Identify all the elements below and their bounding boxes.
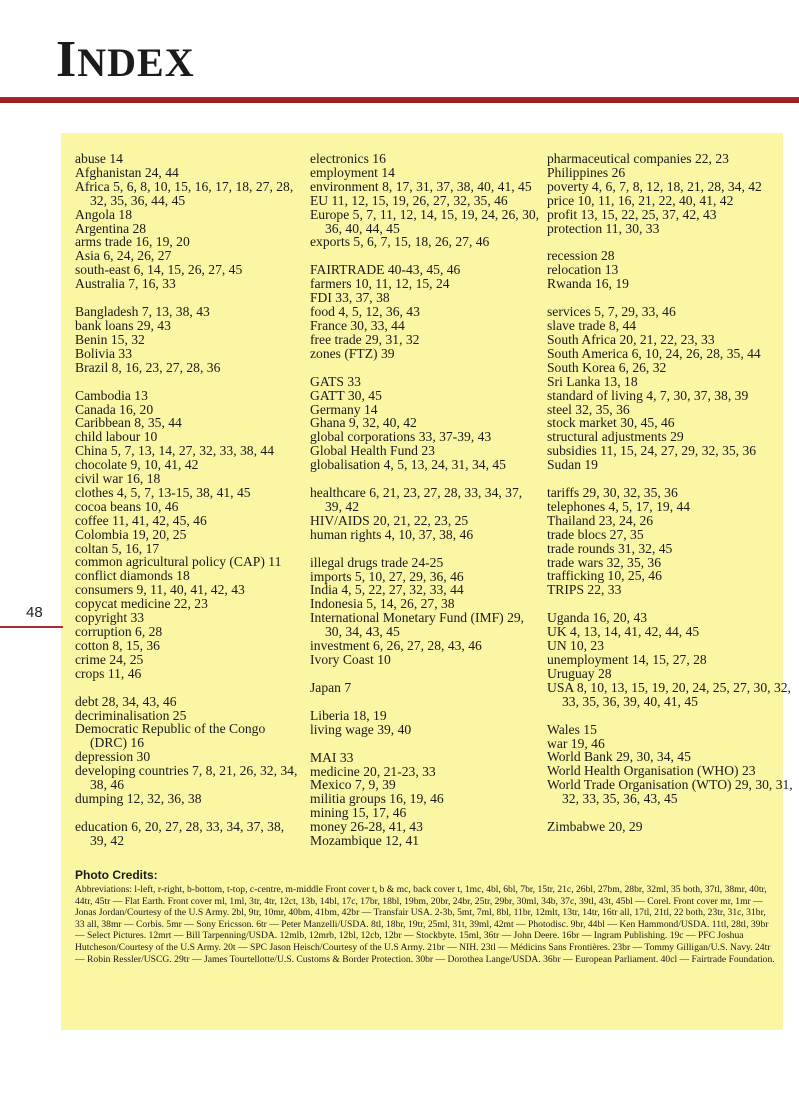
index-letter-group: [75, 152, 303, 291]
index-entry: South Africa 20, 21, 22, 23, 33: [547, 331, 715, 347]
header-rule: [0, 97, 799, 103]
index-letter-group: [547, 723, 793, 806]
index-entry: Japan 7: [310, 679, 352, 695]
index-entry: International Monetary Fund (IMF) 29, 30, 34, 43, 45: [310, 610, 525, 640]
index-entry: MAI 33: [310, 749, 354, 765]
index-entry: depression 30: [75, 749, 151, 765]
index-entry: protection 11, 30, 33: [547, 220, 660, 236]
index-entry: World Trade Organisation (WTO) 29, 30, 31, 32, 33, 35, 36, 43, 45: [547, 777, 793, 807]
index-entry: zones (FTZ) 39: [310, 345, 395, 361]
index-entry: south-east 6, 14, 15, 26, 27, 45: [75, 262, 243, 278]
title-rest: NDEX: [77, 40, 195, 85]
index-entry: World Bank 29, 30, 34, 45: [547, 749, 691, 765]
index-entry: GATS 33: [310, 373, 361, 389]
index-entry: free trade 29, 31, 32: [310, 331, 420, 347]
index-entry: Caribbean 8, 35, 44: [75, 415, 182, 431]
index-entry: civil war 16, 18: [75, 471, 161, 487]
index-entry: common agricultural policy (CAP) 11: [75, 554, 282, 570]
index-entry: EU 11, 12, 15, 19, 26, 27, 32, 35, 46: [310, 192, 508, 208]
index-entry: medicine 20, 21-23, 33: [310, 763, 436, 779]
index-entry: relocation 13: [547, 262, 619, 278]
index-letter-group: [75, 389, 303, 681]
index-entry: trafficking 10, 25, 46: [547, 568, 662, 584]
index-entry: France 30, 33, 44: [310, 317, 405, 333]
index-entry: USA 8, 10, 13, 15, 19, 20, 24, 25, 27, 30, 32, 33, 35, 36, 39, 40, 41, 45: [547, 679, 791, 709]
index-entry: telephones 4, 5, 17, 19, 44: [547, 498, 691, 514]
index-letter-group: [547, 249, 793, 291]
photo-credits: [75, 868, 775, 965]
index-entry: India 4, 5, 22, 27, 32, 33, 44: [310, 582, 464, 598]
index-entry: pharmaceutical companies 22, 23: [547, 151, 729, 166]
index-entry: Argentina 28: [75, 220, 147, 236]
index-entry: Sri Lanka 13, 18: [547, 373, 638, 389]
index-entry: conflict diamonds 18: [75, 568, 190, 584]
index-entry: coltan 5, 16, 17: [75, 540, 160, 556]
index-entry: stock market 30, 45, 46: [547, 415, 675, 431]
index-entry: arms trade 16, 19, 20: [75, 234, 190, 250]
index-entry: profit 13, 15, 22, 25, 37, 42, 43: [547, 206, 717, 222]
index-letter-group: [547, 305, 793, 472]
index-letter-group: [547, 820, 793, 834]
index-entry: GATT 30, 45: [310, 387, 382, 403]
index-column-3: [547, 152, 793, 848]
index-entry: employment 14: [310, 164, 395, 180]
photo-credits-heading: Photo Credits:: [75, 868, 158, 882]
index-entry: Cambodia 13: [75, 387, 148, 403]
index-entry: Ivory Coast 10: [310, 652, 391, 667]
index-entry: investment 6, 26, 27, 28, 43, 46: [310, 638, 482, 654]
index-entry: healthcare 6, 21, 23, 27, 28, 33, 34, 37, 39, 42: [310, 485, 523, 514]
index-entry: trade wars 32, 35, 36: [547, 554, 662, 570]
index-entry: living wage 39, 40: [310, 721, 412, 737]
index-letter-group: [75, 820, 303, 848]
index-entry: Rwanda 16, 19: [547, 276, 629, 292]
index-entry: education 6, 20, 27, 28, 33, 34, 37, 38, 39, 42: [75, 818, 285, 848]
index-entry: Germany 14: [310, 401, 378, 417]
index-entry: Bolivia 33: [75, 345, 133, 361]
index-entry: standard of living 4, 7, 30, 37, 38, 39: [547, 387, 749, 403]
index-entry: FDI 33, 37, 38: [310, 290, 390, 306]
index-entry: imports 5, 10, 27, 29, 36, 46: [310, 568, 464, 584]
index-entry: Uruguay 28: [547, 665, 612, 681]
index-entry: chocolate 9, 10, 41, 42: [75, 457, 199, 473]
index-entry: Wales 15: [547, 721, 597, 737]
index-letter-group: [75, 695, 303, 806]
index-entry: militia groups 16, 19, 46: [310, 791, 444, 807]
index-entry: crime 24, 25: [75, 651, 144, 667]
index-letter-group: [310, 709, 540, 737]
index-column-1: [75, 152, 303, 862]
index-entry: World Health Organisation (WHO) 23: [547, 763, 756, 779]
index-entry: decriminalisation 25: [75, 707, 187, 723]
index-letter-group: [547, 152, 793, 235]
index-entry: global corporations 33, 37-39, 43: [310, 429, 492, 445]
index-entry: Ghana 9, 32, 40, 42: [310, 415, 417, 431]
index-letter-group: [310, 681, 540, 695]
page-number: 48: [26, 604, 43, 621]
index-entry: Asia 6, 24, 26, 27: [75, 248, 172, 264]
index-entry: South America 6, 10, 24, 26, 28, 35, 44: [547, 345, 761, 361]
index-entry: mining 15, 17, 46: [310, 805, 407, 821]
index-entry: price 10, 11, 16, 21, 22, 40, 41, 42: [547, 192, 734, 208]
index-entry: structural adjustments 29: [547, 429, 684, 445]
index-entry: clothes 4, 5, 7, 13-15, 38, 41, 45: [75, 484, 251, 500]
index-entry: Australia 7, 16, 33: [75, 276, 176, 292]
index-letter-group: [310, 751, 540, 848]
index-entry: Mozambique 12, 41: [310, 833, 420, 849]
index-entry: HIV/AIDS 20, 21, 22, 23, 25: [310, 512, 469, 528]
index-letter-group: [310, 486, 540, 542]
index-column-2: [310, 152, 540, 862]
index-entry: trade rounds 31, 32, 45: [547, 540, 673, 556]
index-entry: Africa 5, 6, 8, 10, 15, 16, 17, 18, 27, 28, 32, 35, 36, 44, 45: [75, 178, 294, 208]
index-entry: Brazil 8, 16, 23, 27, 28, 36: [75, 359, 221, 375]
index-entry: Uganda 16, 20, 43: [547, 610, 648, 626]
index-letter-group: [310, 556, 540, 667]
index-entry: tariffs 29, 30, 32, 35, 36: [547, 485, 678, 501]
index-entry: farmers 10, 11, 12, 15, 24: [310, 276, 450, 292]
index-entry: poverty 4, 6, 7, 8, 12, 18, 21, 28, 34, 42: [547, 178, 762, 194]
index-entry: Canada 16, 20: [75, 401, 154, 417]
index-entry: Global Health Fund 23: [310, 443, 435, 459]
index-entry: copyright 33: [75, 610, 145, 626]
index-entry: consumers 9, 11, 40, 41, 42, 43: [75, 582, 245, 598]
index-entry: exports 5, 6, 7, 15, 18, 26, 27, 46: [310, 234, 490, 250]
index-entry: FAIRTRADE 40-43, 45, 46: [310, 262, 461, 278]
index-entry: UK 4, 13, 14, 41, 42, 44, 45: [547, 624, 700, 640]
index-entry: slave trade 8, 44: [547, 318, 637, 334]
index-entry: dumping 12, 32, 36, 38: [75, 790, 202, 806]
index-entry: electronics 16: [310, 151, 386, 166]
index-entry: Zimbabwe 20, 29: [547, 819, 643, 835]
index-entry: South Korea 6, 26, 32: [547, 359, 667, 375]
index-entry: corruption 6, 28: [75, 624, 163, 639]
index-entry: bank loans 29, 43: [75, 317, 171, 333]
index-entry: Sudan 19: [547, 457, 598, 473]
index-entry: Liberia 18, 19: [310, 707, 387, 723]
index-entry: Democratic Republic of the Congo (DRC) 16: [75, 721, 266, 751]
index-entry: war 19, 46: [547, 735, 605, 751]
index-entry: Colombia 19, 20, 25: [75, 526, 187, 542]
index-entry: Benin 15, 32: [75, 331, 145, 347]
index-entry: Philippines 26: [547, 164, 626, 180]
index-entry: cotton 8, 15, 36: [75, 637, 160, 653]
title-initial: I: [56, 31, 78, 88]
index-entry: globalisation 4, 5, 13, 24, 31, 34, 45: [310, 457, 506, 473]
index-entry: environment 8, 17, 31, 37, 38, 40, 41, 45: [310, 178, 532, 194]
index-entry: China 5, 7, 13, 14, 27, 32, 33, 38, 44: [75, 443, 274, 459]
index-entry: food 4, 5, 12, 36, 43: [310, 304, 420, 320]
index-entry: illegal drugs trade 24-25: [310, 554, 444, 570]
index-entry: Bangladesh 7, 13, 38, 43: [75, 304, 210, 320]
index-entry: UN 10, 23: [547, 638, 605, 654]
index-entry: human rights 4, 10, 37, 38, 46: [310, 526, 474, 542]
index-entry: Thailand 23, 24, 26: [547, 512, 654, 528]
index-letter-group: [75, 305, 303, 375]
index-letter-group: [310, 263, 540, 360]
index-entry: subsidies 11, 15, 24, 27, 29, 32, 35, 36: [547, 443, 757, 459]
page-number-rule: [0, 626, 63, 628]
index-letter-group: [547, 486, 793, 597]
index-entry: Mexico 7, 9, 39: [310, 777, 396, 793]
index-entry: Europe 5, 7, 11, 12, 14, 15, 19, 24, 26, 30, 36, 40, 44, 45: [310, 206, 540, 236]
index-entry: trade blocs 27, 35: [547, 526, 644, 542]
index-letter-group: [310, 152, 540, 249]
index-entry: developing countries 7, 8, 21, 26, 32, 34, 38, 46: [75, 763, 298, 793]
index-entry: recession 28: [547, 248, 615, 264]
index-entry: money 26-28, 41, 43: [310, 819, 423, 835]
index-entry: child labour 10: [75, 429, 158, 445]
index-entry: debt 28, 34, 43, 46: [75, 693, 177, 709]
photo-credits-text: Abbreviations: l-left, r-right, b-bottom, t-top, c-centre, m-middle Front cover t, b & mc, back cover t, 1mc, 4bl, 6bl, 7br, 15tr, 21c, 26bl, 27bm, 28br, 32ml, 35 both, 37tl, 38mr, 40tr, 44tr, 45tr — Flat Earth. Front cover ml, 1ml, 3tr, 4tr, 12ct, 13b, 14bl, 17c, 17br, 18bl, 19bm, 20br, 24br, 25tr, 29br, 30ml, 34b, 37c, 39tl, 43t, 45bl — Corel. Front cover mr, 1mr — Jonas Jordan/Courtesy of the U.S Army. 2bl, 9tr, 10mr, 40bm, 41bm, 42br — Transfair USA. 2-3b, 5mt, 7ml, 8bl, 11br, 12mlt, 13tr, 14tr, 16tr all, 17tl, 21tl, 22 both, 23tr, 31c, 31br, 33 all, 38mr — Corbis. 5mr — Sony Ericsson. 6tr — Peter Manzelli/USDA. 8tl, 18br, 19tr, 25ml, 31t, 39ml, 42mt — Photodisc. 9br, 44bl — Ken Hammond/USDA. 11tl, 28tl, 39br — Select Pictures. 12mrt — Bill Tarpenning/USDA. 12mlb, 12mrb, 12bl, 12cb, 12br — Stockbyte. 15ml, 36tr — John Deere. 16br — Ingram Publishing. 19c — PFC Joshua Hutcheson/Courtesy of the U.S Army. 20t — SPC Jason Heisch/Courtesy of the U.S Army. 21br — NIH. 23tl — Médicins Sans Frontières. 23br — Tommy Gilligan/U.S. Navy. 24tr — Robin Ressler/USCG. 29tr — James Tourtellotte/U.S. Customs & Border Protection. 30br — Dorothea Lange/USDA. 36br — European Parliament. 40cl — Fairtrade Foundation.: [75, 884, 775, 965]
index-entry: TRIPS 22, 33: [547, 582, 622, 598]
index-entry: cocoa beans 10, 46: [75, 498, 179, 514]
index-entry: copycat medicine 22, 23: [75, 596, 208, 612]
index-entry: steel 32, 35, 36: [547, 401, 630, 417]
index-entry: Angola 18: [75, 206, 133, 222]
index-entry: crops 11, 46: [75, 665, 142, 681]
index-entry: abuse 14: [75, 151, 123, 166]
index-letter-group: [547, 611, 793, 708]
index-entry: unemployment 14, 15, 27, 28: [547, 652, 707, 667]
index-entry: services 5, 7, 29, 33, 46: [547, 304, 676, 320]
index-entry: Afghanistan 24, 44: [75, 164, 179, 180]
index-letter-group: [310, 375, 540, 472]
page-title: [56, 30, 195, 89]
index-entry: Indonesia 5, 14, 26, 27, 38: [310, 596, 455, 612]
index-entry: coffee 11, 41, 42, 45, 46: [75, 512, 207, 528]
